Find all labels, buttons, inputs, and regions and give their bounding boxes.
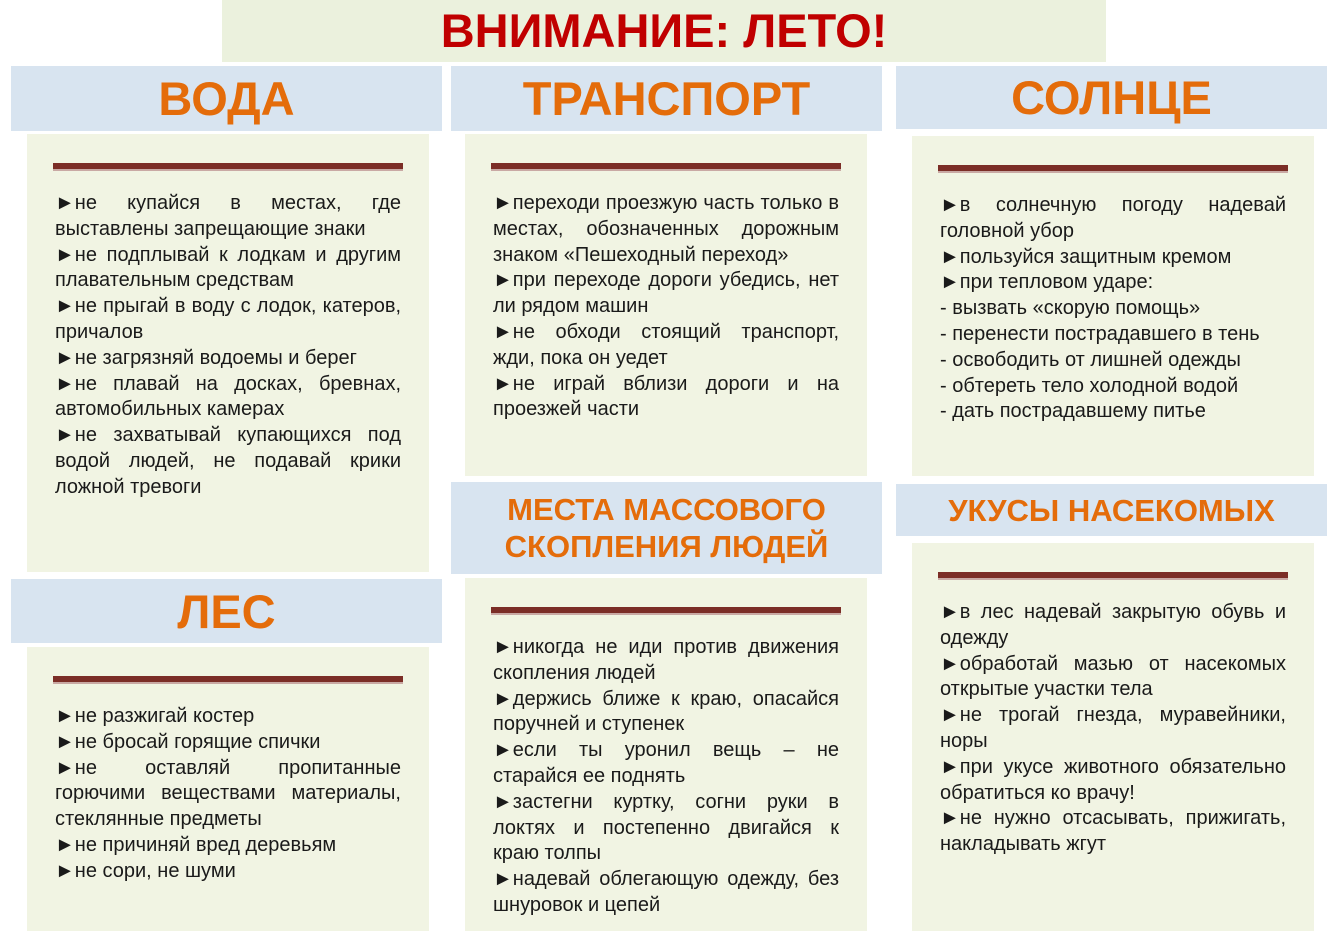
list-item: ►не захватывай купающихся под водой людей, не подавай крики ложной тревоги [55,424,401,498]
divider-rule [491,607,841,615]
divider-rule [491,163,841,171]
list-item: ►если ты уронил вещь – не старайся ее поднять [493,739,839,787]
list-item: - вызвать «скорую помощь» [940,297,1201,320]
list-item: ►при переходе дороги убедись, нет ли рядом машин [493,269,839,318]
section-heading-ukusy-text: УКУСЫ НАСЕКОМЫХ [948,492,1275,528]
list-item: ►пользуйся защитным кремом [940,245,1232,268]
list-item: ►не причиняй вред деревьям [55,833,337,856]
section-heading-solnce-text: СОЛНЦЕ [1011,71,1212,124]
section-panel-mesta [465,578,867,931]
section-panel-transport [465,134,867,476]
divider-rule [938,165,1288,173]
divider-rule [53,163,403,171]
list-item: ►никогда не иди против движения скопления людей [493,636,839,684]
list-item: - перенести пострадавшего в тень [940,322,1260,345]
list-item: ►обработай мазью от насекомых открытые участки тела [940,652,1286,701]
list-item: ►не обходи стоящий транспорт, жди, пока он уедет [493,320,839,369]
list-item: ►не купайся в местах, где выставлены запрещающие знаки [55,192,401,240]
list-item: - обтереть тело холодной водой [940,374,1239,397]
list-item: ►не трогай гнезда, муравейники, норы [940,704,1286,752]
section-heading-mesta-line1: МЕСТА МАССОВОГО [507,492,826,527]
list-item: ►не сори, не шуми [55,859,236,882]
list-item: ►не оставляй пропитанные горючими веществами материалы, стеклянные предметы [55,756,401,831]
list-item: - освободить от лишней одежды [940,348,1241,371]
list-item: ►надевай облегающую одежду, без шнуровок и цепей [493,868,839,916]
section-panel-solnce [912,136,1314,476]
list-item: - дать пострадавшему питье [940,400,1206,423]
section-panel-ukusy [912,543,1314,931]
list-item: ►не подплывай к лодкам и другим плавательным средствам [55,243,401,292]
section-heading-les [11,579,442,643]
list-item: ►при тепловом ударе: [940,271,1154,294]
list-item: ►не прыгай в воду с лодок, катеров, причалов [55,295,401,343]
section-heading-mesta [451,482,882,574]
divider-rule [938,572,1288,580]
section-panel-les [27,647,429,931]
section-heading-ukusy [896,484,1327,536]
section-list-transport [493,191,839,423]
section-heading-voda [11,66,442,131]
list-item: ►не разжигай костер [55,705,255,727]
page-title: ВНИМАНИЕ: ЛЕТО! [222,0,1106,62]
section-panel-voda [27,134,429,572]
list-item: ►при укусе животного обязательно обратиться ко врачу! [940,755,1286,804]
section-list-les [55,704,401,885]
section-list-mesta [493,635,839,919]
section-heading-transport [451,66,882,131]
list-item: ►переходи проезжую часть только в местах, обозначенных дорожным знаком «Пешеходный переход» [493,192,839,266]
list-item: ►не играй вблизи дороги и на проезжей части [493,372,839,421]
list-item: ►застегни куртку, согни руки в локтях и постепенно двигайся к краю толпы [493,790,839,865]
section-heading-mesta-line2: СКОПЛЕНИЯ ЛЮДЕЙ [504,529,829,564]
list-item: ►не нужно отсасывать, прижигать, накладывать жгут [940,807,1286,856]
divider-rule [53,676,403,684]
section-list-solnce [940,193,1286,425]
section-heading-solnce [896,66,1327,129]
section-list-ukusy [940,600,1286,858]
list-item: ►не бросай горящие спички [55,730,321,753]
list-item: ►держись ближе к краю, опасайся поручней и ступенек [493,687,839,736]
section-list-voda [55,191,401,501]
section-heading-voda-text: ВОДА [158,72,295,125]
list-item: ►не загрязняй водоемы и берег [55,346,357,369]
list-item: ►в лес надевай закрытую обувь и одежду [940,601,1286,649]
list-item: ►в солнечную погоду надевай головной убор [940,194,1286,242]
section-heading-transport-text: ТРАНСПОРТ [522,72,811,125]
list-item: ►не плавай на досках, бревнах, автомобильных камерах [55,372,401,421]
section-heading-les-text: ЛЕС [177,584,276,638]
